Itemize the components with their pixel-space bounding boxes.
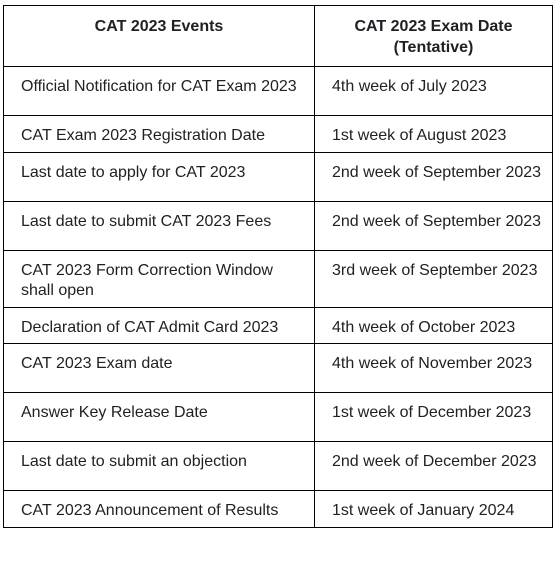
cat-schedule-table: [3, 5, 553, 528]
table-row: [4, 152, 553, 201]
column-header-exam-date: CAT 2023 Exam Date (Tentative): [315, 6, 553, 67]
date-cell: 4th week of November 2023: [315, 344, 553, 393]
date-cell: 2nd week of September 2023: [315, 152, 553, 201]
event-cell: CAT 2023 Announcement of Results: [4, 491, 315, 528]
table-row: [4, 250, 553, 307]
date-cell: 1st week of December 2023: [315, 393, 553, 442]
table-row: [4, 116, 553, 153]
table-row: [4, 307, 553, 344]
table-row: [4, 67, 553, 116]
event-cell: Answer Key Release Date: [4, 393, 315, 442]
cat-schedule-table-container: [3, 5, 552, 528]
table-row: [4, 201, 553, 250]
date-cell: 1st week of August 2023: [315, 116, 553, 153]
date-cell: 4th week of July 2023: [315, 67, 553, 116]
event-cell: CAT Exam 2023 Registration Date: [4, 116, 315, 153]
date-cell: 2nd week of September 2023: [315, 201, 553, 250]
date-cell: 3rd week of September 2023: [315, 250, 553, 307]
event-cell: CAT 2023 Exam date: [4, 344, 315, 393]
column-header-events: CAT 2023 Events: [4, 6, 315, 67]
event-cell: Declaration of CAT Admit Card 2023: [4, 307, 315, 344]
event-cell: Official Notification for CAT Exam 2023: [4, 67, 315, 116]
date-cell: 2nd week of December 2023: [315, 442, 553, 491]
date-cell: 4th week of October 2023: [315, 307, 553, 344]
date-cell: 1st week of January 2024: [315, 491, 553, 528]
table-row: [4, 393, 553, 442]
event-cell: Last date to submit an objection: [4, 442, 315, 491]
event-cell: Last date to submit CAT 2023 Fees: [4, 201, 315, 250]
table-header-row: [4, 6, 553, 67]
event-cell: Last date to apply for CAT 2023: [4, 152, 315, 201]
table-row: [4, 344, 553, 393]
event-cell: CAT 2023 Form Correction Window shall open: [4, 250, 315, 307]
table-row: [4, 491, 553, 528]
table-row: [4, 442, 553, 491]
